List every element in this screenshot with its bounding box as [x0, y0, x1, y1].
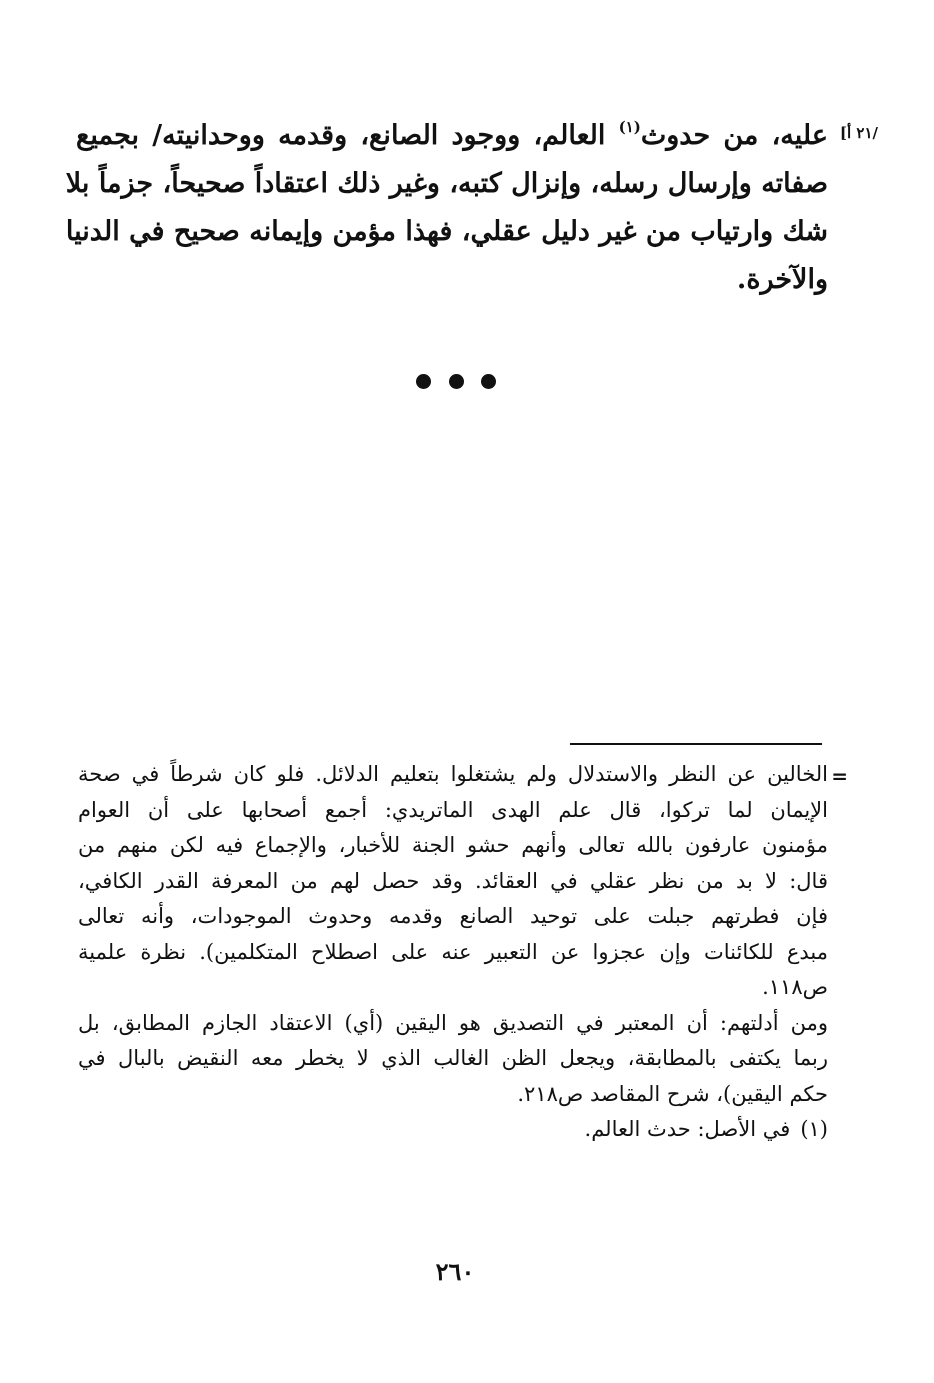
footnote-line: مؤمنون عارفون بالله تعالى وأنهم حشو الجنة للأخبار، والإجماع فيه لكن منهم من: [78, 833, 828, 857]
footnote-line: مبدع للكائنات وإن عجزوا عن التعبير عنه على اصطلاح المتكلمين). نظرة علمية: [78, 939, 828, 964]
main-text-line-start: عليه، من حدوث: [640, 120, 828, 151]
footnote-continuation-mark: =: [831, 764, 848, 788]
footnote-line: ربما يكتفى بالمطابقة، ويجعل الظن الغالب الذي لا يخطر معه النقيض بالبال في: [78, 1046, 828, 1070]
manuscript-folio-reference: /٢١ أ]: [839, 124, 878, 142]
main-text-block: [65, 112, 828, 304]
footnote-line: قال: لا بد من نظر عقلي في العقائد. وقد حصل لهم من المعرفة القدر الكافي،: [78, 868, 828, 893]
footnote-line: ومن أدلتهم: أن المعتبر في التصديق هو اليقين (أي) الاعتقاد الجازم المطابق، بل: [78, 1010, 828, 1035]
footnotes-block: [78, 757, 828, 1148]
section-separator: [416, 372, 496, 390]
main-text-line: شك وارتياب من غير دليل عقلي، فهذا مؤمن وإيمانه صحيح في الدنيا: [65, 216, 828, 247]
main-text-line: صفاته وإرسال رسله، وإنزال كتبه، وغير ذلك اعتقاداً صحيحاً، جزماً بلا: [65, 168, 828, 199]
page-number: ٢٦٠: [435, 1257, 475, 1286]
footnote-line: فإن فطرتهم جبلت على توحيد الصانع وقدمه وحدوث الموجودات، وأنه تعالى: [78, 904, 828, 928]
separator-dot-icon: [481, 374, 496, 389]
footnote-line: حكم اليقين)، شرح المقاصد ص٢١٨.: [517, 1081, 828, 1106]
main-text-line: [76, 112, 828, 160]
footnote-reference-marker[interactable]: (١): [618, 118, 641, 136]
footnote-line: ص١١٨.: [762, 975, 828, 999]
footnote-text: في الأصل: حدث العالم.: [584, 1117, 791, 1141]
separator-dot-icon: [416, 374, 431, 389]
footnote-number: (١): [800, 1117, 828, 1141]
footnote-item: [78, 1112, 828, 1148]
footnote-divider: [570, 743, 822, 745]
footnote-line: الخالين عن النظر والاستدلال ولم يشتغلوا بتعليم الدلائل. فلو كان شرطاً في صحة: [78, 762, 828, 786]
separator-dot-icon: [449, 374, 464, 389]
main-text-line: والآخرة.: [736, 264, 828, 295]
main-text-line-rest: العالم، ووجود الصانع، وقدمه ووحدانيته/ بجميع: [76, 120, 619, 151]
footnote-line: الإيمان لما تركوا، قال علم الهدى الماتريدي: أجمع أصحابها على أن العوام: [78, 797, 828, 822]
